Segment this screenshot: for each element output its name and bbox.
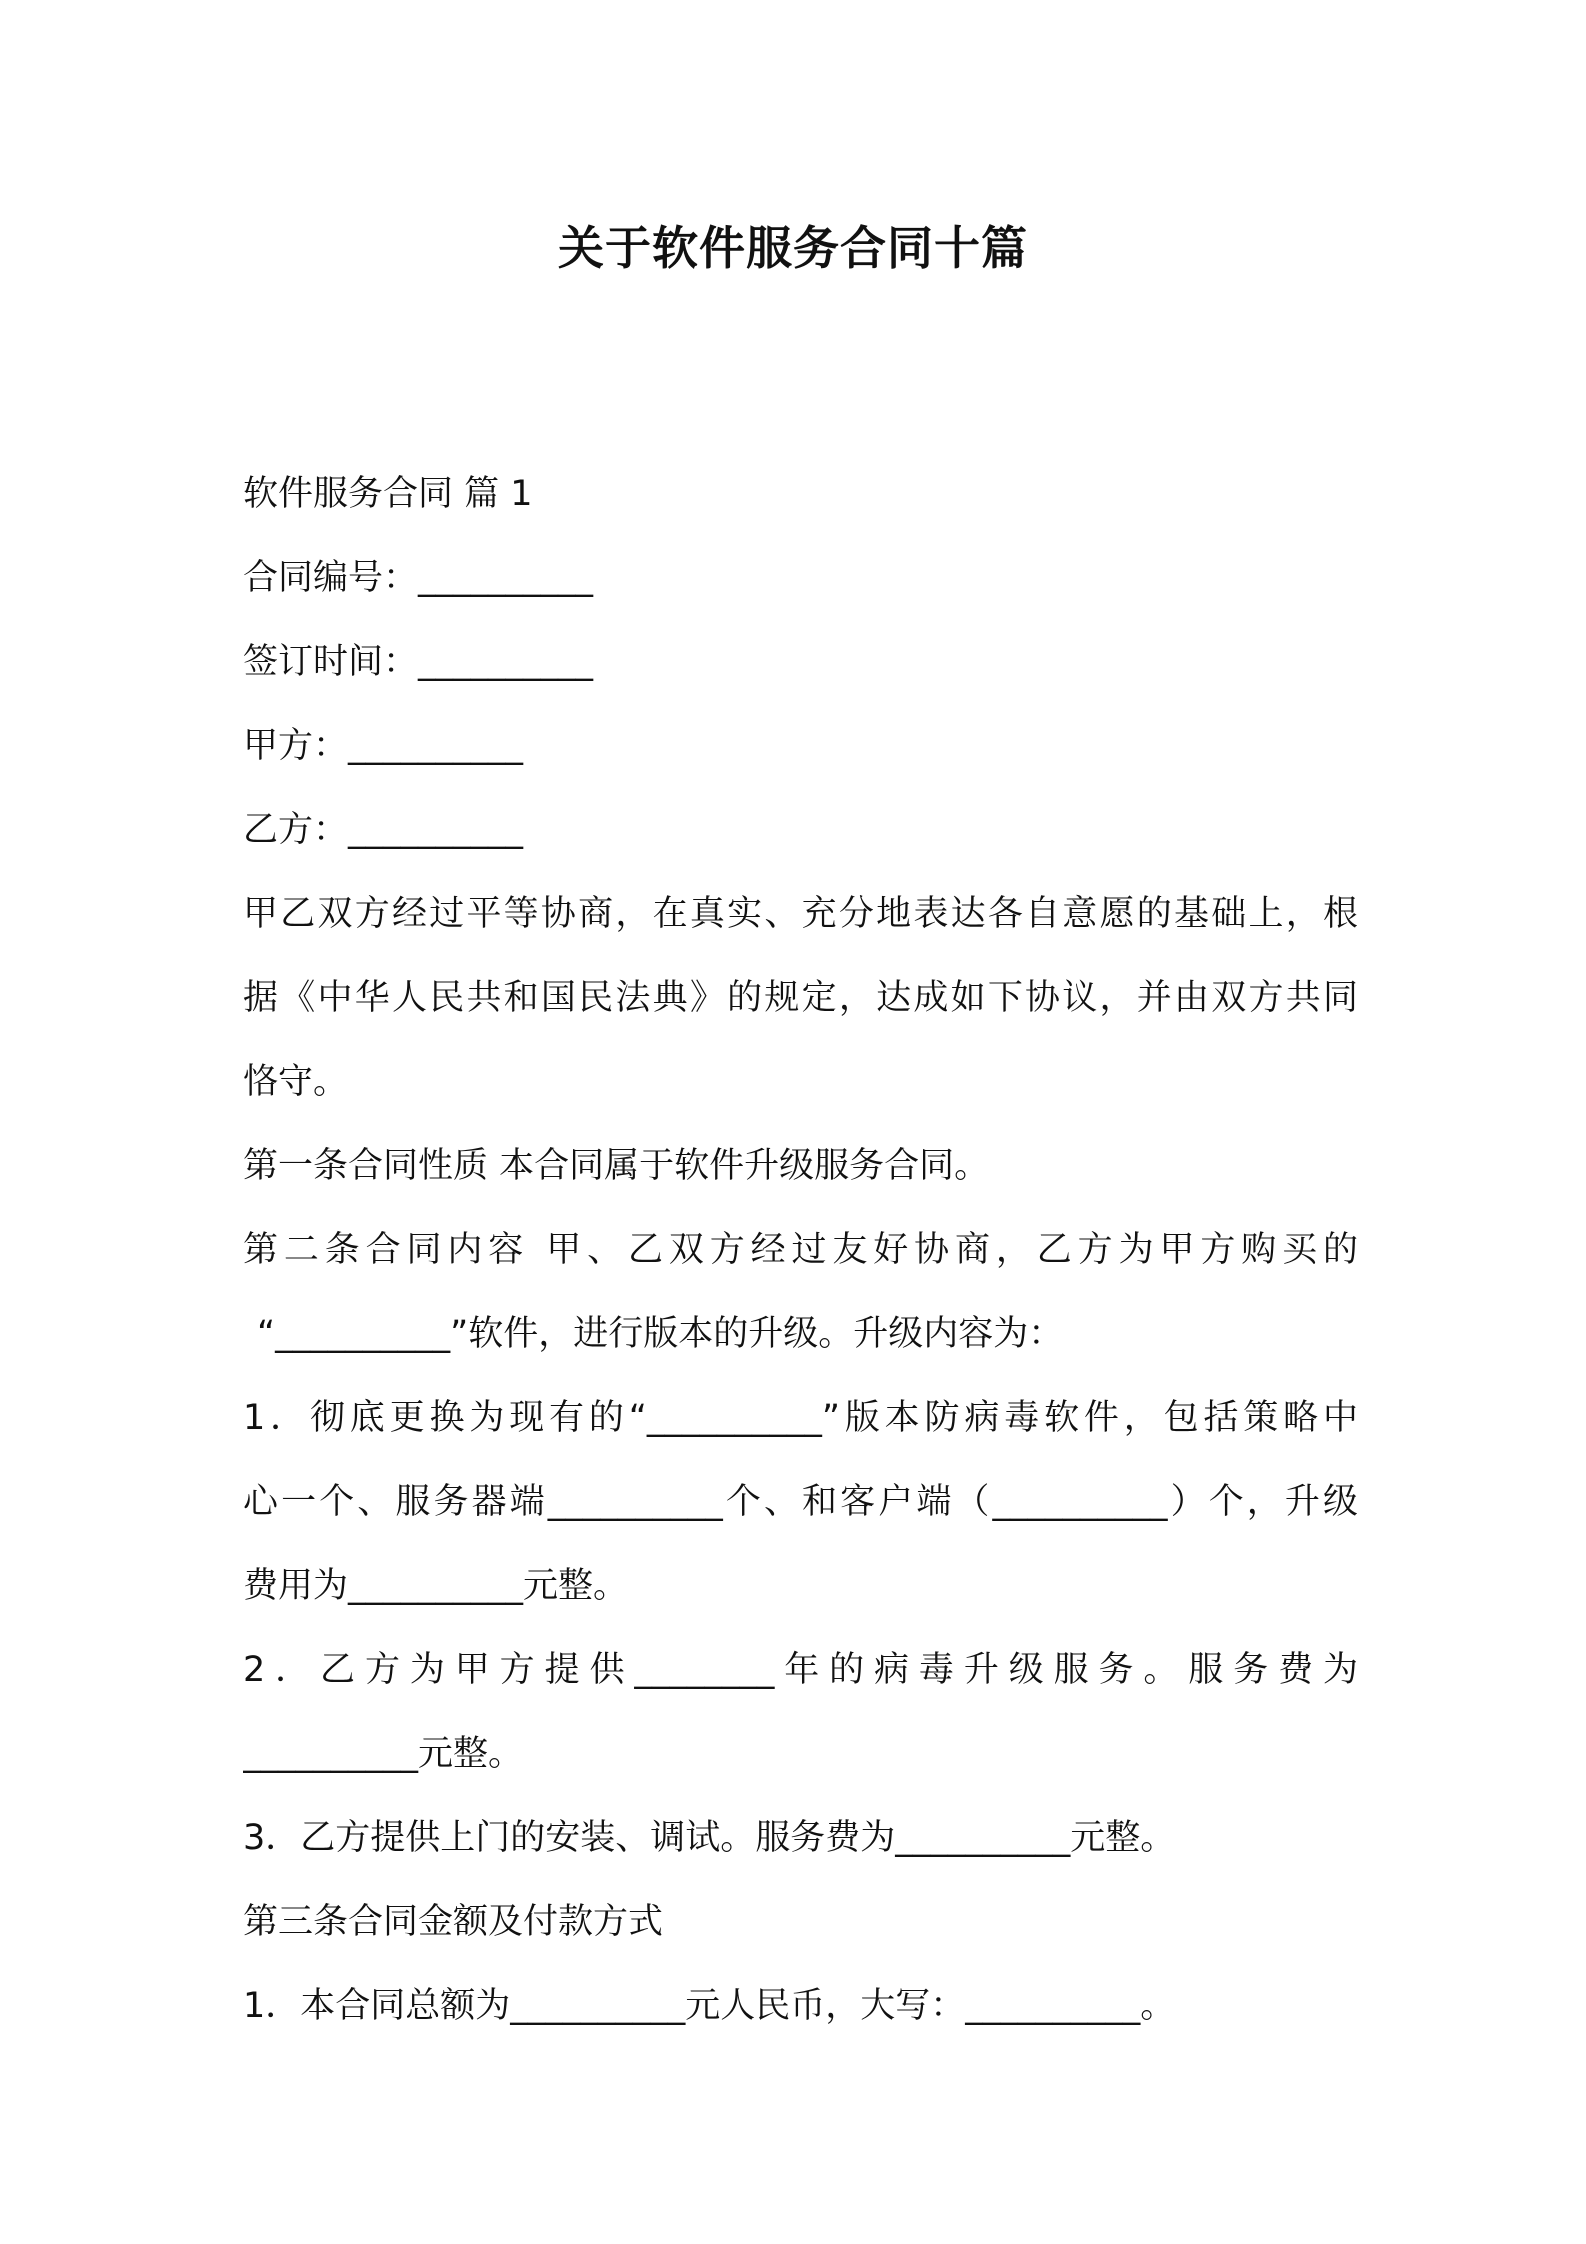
contract-number-line: 合同编号：__________ [243, 558, 594, 598]
item-1-line-2: 心一个、服务器端__________个、和客户端（__________）个，升级 [243, 1482, 1358, 1522]
document-body [243, 452, 1358, 2048]
item-2-line-2: __________元整。 [243, 1734, 524, 1774]
item-1-line-1: 1．彻底更换为现有的“__________”版本防病毒软件，包括策略中 [243, 1398, 1358, 1438]
item-3-line: 3．乙方提供上门的安装、调试。服务费为__________元整。 [243, 1818, 1176, 1858]
document-title: 关于软件服务合同十篇 [558, 221, 1028, 275]
item-2-line-1: 2．乙方为甲方提供________年的病毒升级服务。服务费为 [243, 1650, 1358, 1690]
preamble-line-3: 恪守。 [243, 1062, 349, 1102]
party-a-line: 甲方：__________ [243, 726, 524, 766]
item-1-line-3: 费用为__________元整。 [243, 1566, 629, 1606]
party-b-line: 乙方：__________ [243, 810, 524, 850]
article-2-line-1: 第二条合同内容 甲、乙双方经过友好协商，乙方为甲方购买的 [243, 1230, 1358, 1270]
article-3-item-1: 1．本合同总额为__________元人民币，大写：__________。 [243, 1986, 1176, 2026]
signing-date-line: 签订时间：__________ [243, 642, 594, 682]
article-1: 第一条合同性质 本合同属于软件升级服务合同。 [243, 1146, 990, 1186]
section-heading: 软件服务合同 篇 1 [243, 474, 533, 514]
article-2-line-2: “__________”软件，进行版本的升级。升级内容为： [257, 1314, 1064, 1354]
preamble-line-2: 据《中华人民共和国民法典》的规定，达成如下协议，并由双方共同 [243, 978, 1358, 1018]
preamble-line-1: 甲乙双方经过平等协商，在真实、充分地表达各自意愿的基础上，根 [243, 894, 1358, 934]
article-3-heading: 第三条合同金额及付款方式 [243, 1902, 664, 1942]
